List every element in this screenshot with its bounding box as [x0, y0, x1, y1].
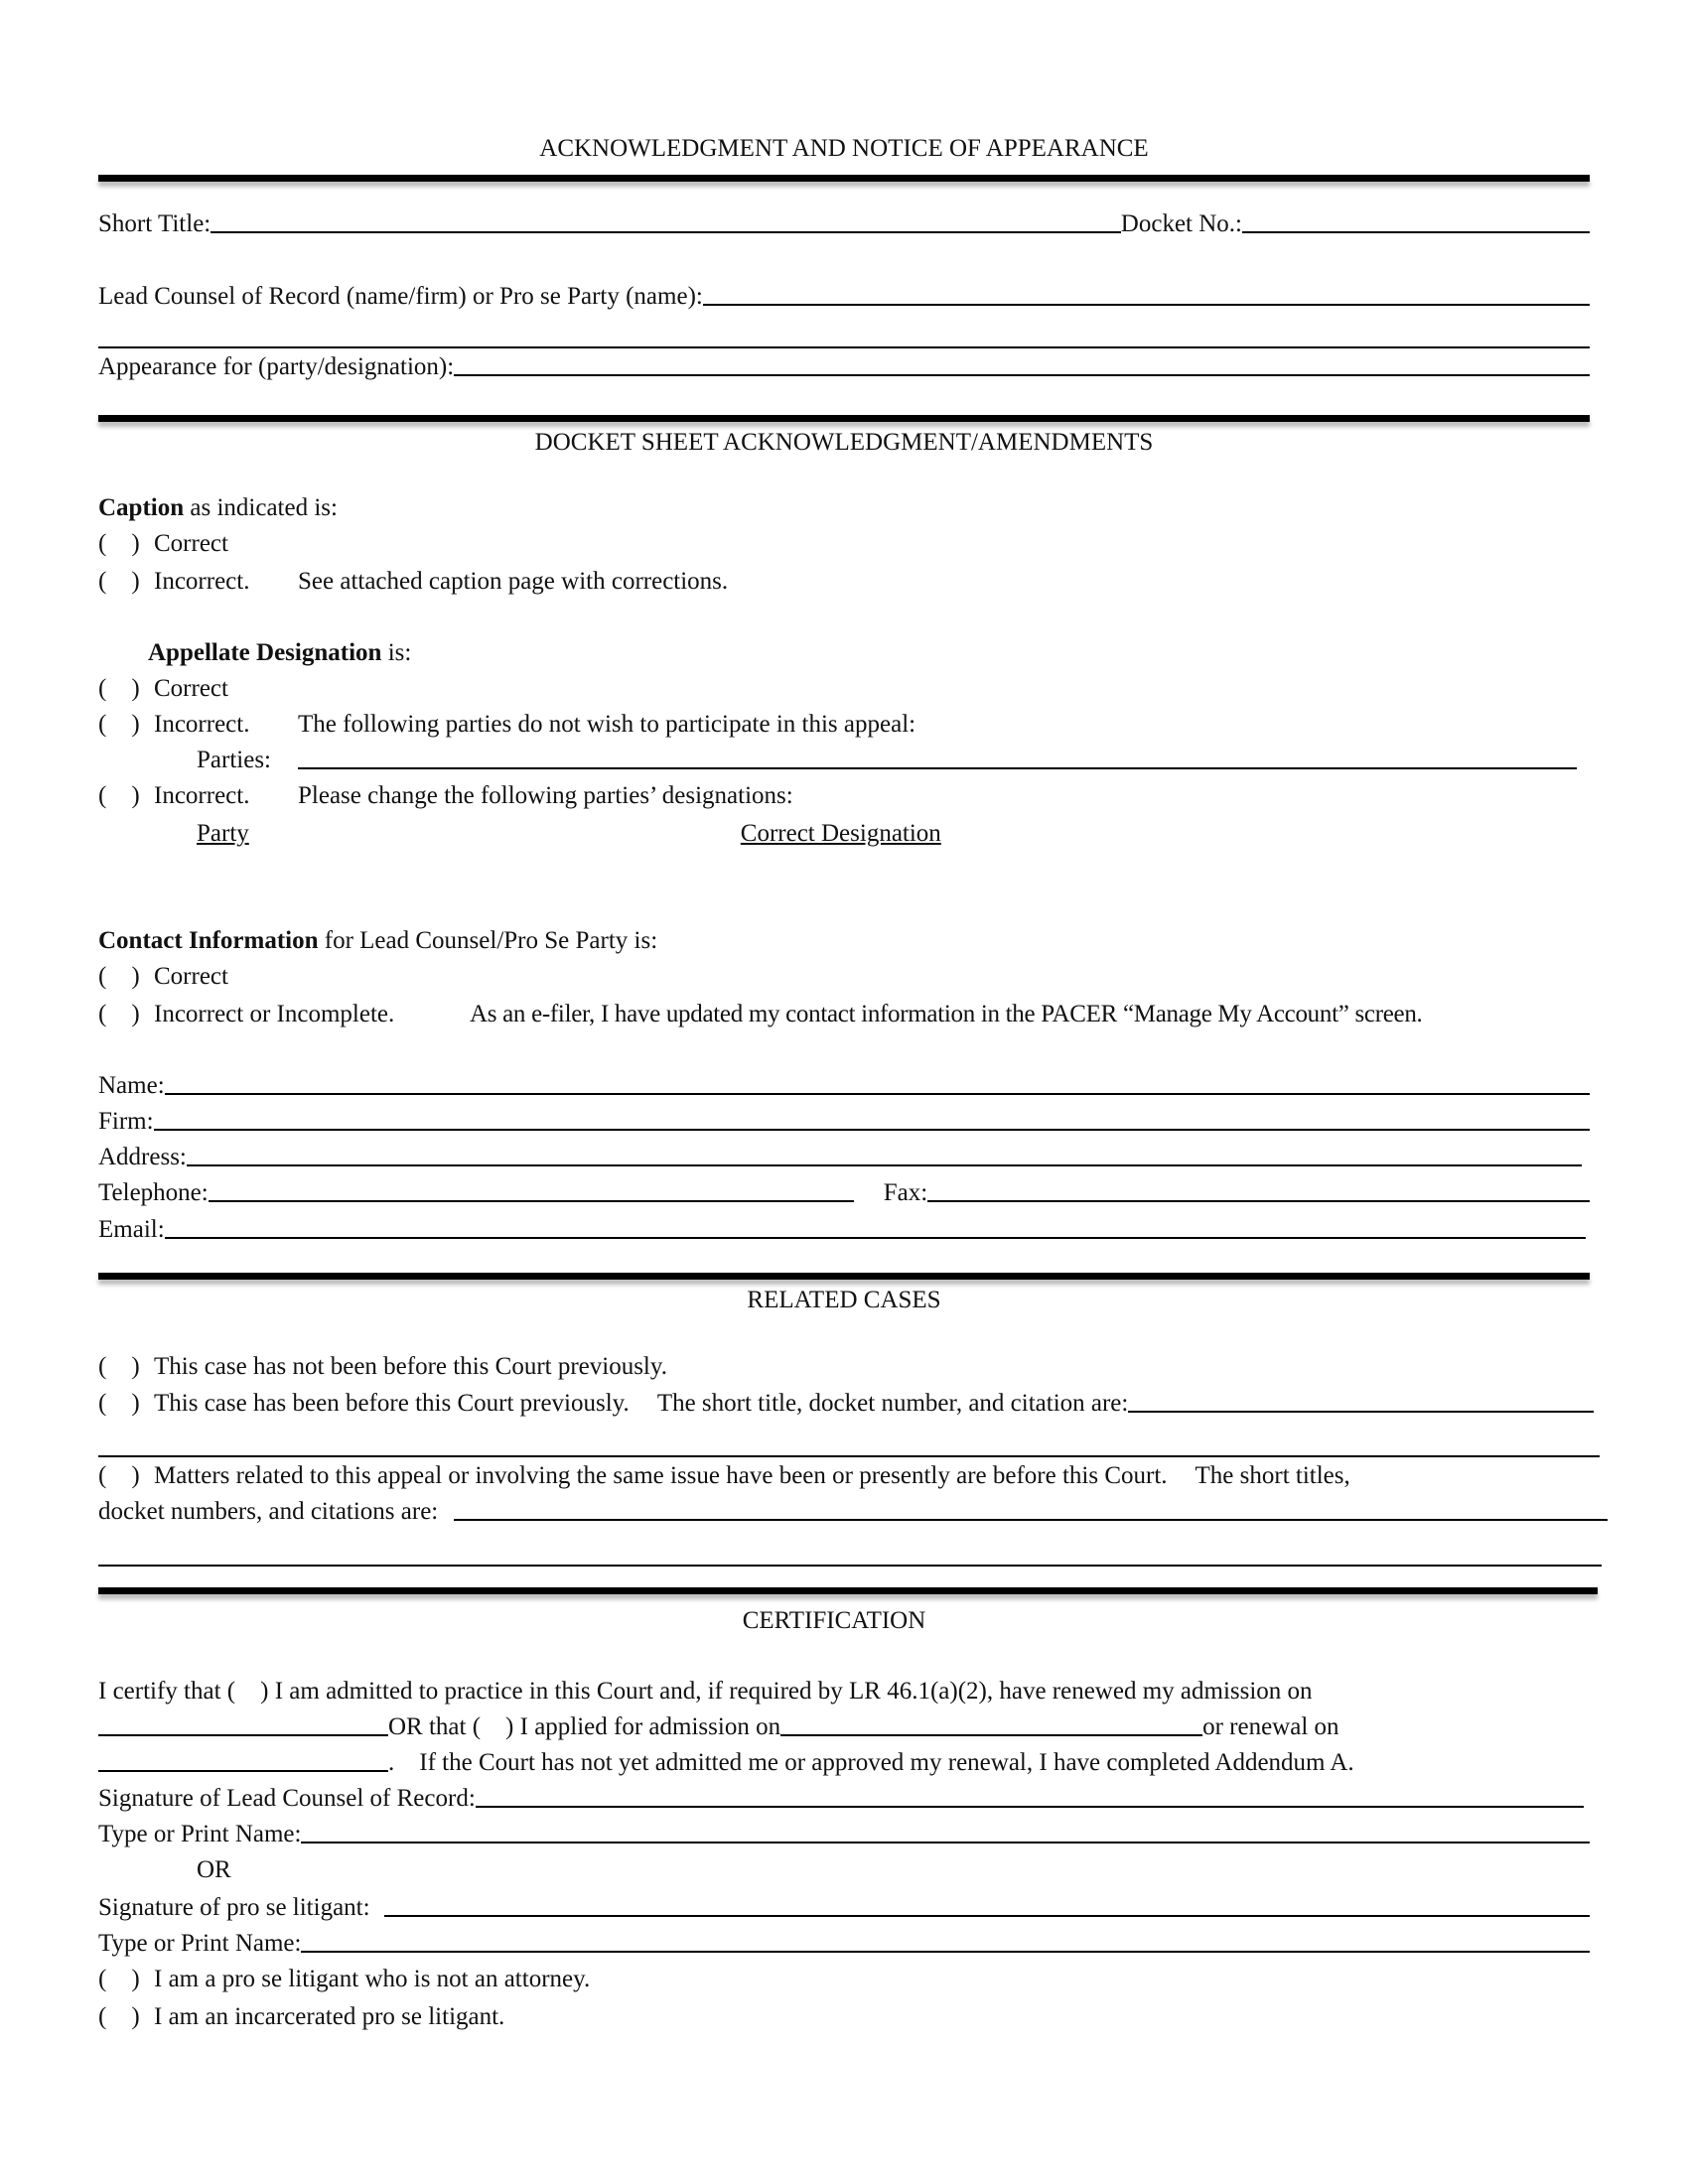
sig-pro-se-row [98, 1890, 1590, 1922]
not-before-option[interactable] [98, 1349, 1590, 1381]
docket-sheet-heading: DOCKET SHEET ACKNOWLEDGMENT/AMENDMENTS [534, 429, 1154, 456]
parties-label: Parties: [197, 747, 271, 773]
lead-counsel-label: Lead Counsel of Record (name/firm) or Pro se Party (name): [98, 283, 703, 310]
checkbox[interactable]: ( ) [98, 1390, 140, 1417]
renewed-date-field[interactable] [98, 1734, 388, 1736]
option-label: Correct [154, 530, 228, 557]
lead-counsel-field-line2[interactable] [98, 346, 1590, 348]
appellate-designation-label [148, 635, 1639, 667]
checkbox[interactable]: ( ) [98, 1001, 140, 1027]
citations-field[interactable] [454, 1519, 1608, 1521]
short-title-row [98, 206, 1590, 238]
lead-counsel-row [98, 279, 1590, 311]
option-label: Correct [154, 675, 228, 702]
caption-rest: as indicated is: [184, 494, 338, 521]
not-attorney-option[interactable] [98, 1962, 1590, 1993]
contact-correct-option[interactable] [98, 959, 1590, 991]
contact-info-label [98, 923, 1590, 955]
certify-line2 [98, 1709, 1590, 1741]
telephone-label: Telephone: [98, 1179, 209, 1206]
checkbox[interactable]: ( ) [98, 568, 140, 595]
contact-bold: Contact Information [98, 927, 319, 954]
checkbox[interactable]: ( ) [98, 782, 140, 809]
citations-field-line2[interactable] [98, 1565, 1602, 1567]
email-field[interactable] [165, 1237, 1586, 1239]
email-label: Email: [98, 1216, 165, 1243]
appellate-incorrect-option[interactable] [98, 707, 1590, 739]
address-field[interactable] [187, 1164, 1582, 1166]
parties-row [197, 743, 1577, 774]
been-before-field[interactable] [1128, 1411, 1594, 1413]
appearance-for-row [98, 349, 1590, 381]
option-label: Incorrect or Incomplete. [154, 1001, 395, 1027]
docket-no-field[interactable] [1242, 231, 1590, 233]
fax-label: Fax: [883, 1179, 928, 1206]
correct-designation-column-header: Correct Designation [740, 820, 941, 847]
checkbox[interactable]: ( ) [98, 1966, 140, 1992]
certify-line1 [98, 1674, 1647, 1706]
checkbox[interactable]: ( ) [98, 675, 140, 702]
designation-columns [197, 816, 1688, 848]
caption-correct-option[interactable] [98, 526, 1590, 558]
party-column-header: Party [197, 820, 249, 847]
option-note: The short titles, [1195, 1462, 1350, 1489]
certify-text: I certify that ( ) I am admitted to practice in this Court and, if required by LR 46.1(a)(2), have renewed my admission on [98, 1678, 1313, 1705]
option-label: I am an incarcerated pro se litigant. [154, 2003, 505, 2030]
print-name-label: Type or Print Name: [98, 1821, 302, 1847]
section-divider [98, 1273, 1590, 1280]
matters-citations-row [98, 1494, 1608, 1526]
or-renewal-text: or renewal on [1202, 1713, 1339, 1740]
appearance-for-field[interactable] [454, 374, 1590, 376]
option-label: Incorrect. [154, 711, 250, 738]
related-cases-heading: RELATED CASES [747, 1287, 941, 1313]
appellate-bold: Appellate Designation [148, 639, 382, 666]
firm-row [98, 1104, 1590, 1136]
caption-incorrect-option[interactable] [98, 564, 1590, 596]
applied-date-field[interactable] [780, 1734, 1202, 1736]
print-name-field[interactable] [301, 1951, 1590, 1953]
section-divider [98, 415, 1590, 422]
contact-incorrect-option[interactable] [98, 997, 1647, 1028]
been-before-option[interactable] [98, 1386, 1594, 1418]
sig-lead-field[interactable] [476, 1806, 1584, 1808]
lead-counsel-field[interactable] [703, 304, 1590, 306]
print-name-row-2 [98, 1926, 1590, 1958]
docket-no-label: Docket No.: [1120, 210, 1242, 237]
address-label: Address: [98, 1144, 187, 1170]
citations-label: docket numbers, and citations are: [98, 1498, 439, 1525]
option-label: Incorrect. [154, 782, 250, 809]
print-name-field[interactable] [301, 1842, 1590, 1843]
option-label: This case has not been before this Court previously. [154, 1353, 668, 1380]
option-label: I am a pro se litigant who is not an attorney. [154, 1966, 591, 1992]
checkbox[interactable]: ( ) [98, 1353, 140, 1380]
sig-lead-row [98, 1781, 1584, 1813]
option-label: This case has been before this Court previously. [154, 1390, 630, 1417]
checkbox[interactable]: ( ) [98, 963, 140, 990]
checkbox[interactable]: ( ) [98, 1462, 140, 1489]
matters-related-option[interactable] [98, 1458, 1647, 1490]
caption-bold: Caption [98, 494, 185, 521]
form-title: ACKNOWLEDGMENT AND NOTICE OF APPEARANCE [539, 135, 1149, 162]
section-divider [98, 1587, 1598, 1594]
option-note: Please change the following parties’ designations: [298, 782, 793, 809]
option-label: Matters related to this appeal or involving the same issue have been or presently are before this Court. [154, 1462, 1168, 1489]
or-that-text: OR that ( ) I applied for admission on [388, 1713, 781, 1740]
address-row [98, 1140, 1582, 1171]
checkbox[interactable]: ( ) [98, 2003, 140, 2030]
certify-line3 [98, 1745, 1647, 1777]
been-before-field-line2[interactable] [98, 1455, 1600, 1457]
sig-pro-se-field[interactable] [384, 1915, 1590, 1917]
incarcerated-option[interactable] [98, 1999, 1590, 2031]
name-label: Name: [98, 1072, 165, 1099]
option-label: Correct [154, 963, 228, 990]
sig-lead-label: Signature of Lead Counsel of Record: [98, 1785, 476, 1812]
or-label: OR [197, 1856, 231, 1883]
appearance-for-label: Appearance for (party/designation): [98, 353, 455, 380]
certification-heading: CERTIFICATION [742, 1607, 926, 1634]
option-note: The following parties do not wish to participate in this appeal: [298, 711, 916, 738]
firm-field[interactable] [154, 1129, 1590, 1131]
renewal-date-field[interactable] [98, 1770, 388, 1772]
section-divider [98, 175, 1590, 182]
parties-field[interactable] [298, 767, 1577, 769]
checkbox[interactable]: ( ) [98, 711, 140, 738]
designation-incorrect-option[interactable] [98, 778, 1590, 810]
short-title-field[interactable] [211, 231, 1121, 233]
name-row [98, 1068, 1590, 1100]
option-note: As an e-filer, I have updated my contact information in the PACER “Manage My Account” screen. [470, 1001, 1423, 1027]
print-name-row [98, 1817, 1590, 1848]
appellate-correct-option[interactable] [98, 671, 1590, 703]
option-label: Incorrect. [154, 568, 250, 595]
telephone-fax-row [98, 1175, 1590, 1207]
checkbox[interactable]: ( ) [98, 530, 140, 557]
contact-rest: for Lead Counsel/Pro Se Party is: [318, 927, 658, 954]
or-label-row [197, 1852, 1688, 1884]
email-row [98, 1212, 1586, 1244]
telephone-field[interactable] [209, 1200, 854, 1202]
name-field[interactable] [165, 1093, 1590, 1095]
sig-pro-se-label: Signature of pro se litigant: [98, 1894, 370, 1921]
fax-field[interactable] [927, 1200, 1590, 1202]
appellate-rest: is: [381, 639, 412, 666]
option-note: The short title, docket number, and citation are: [656, 1390, 1129, 1417]
caption-label [98, 490, 1590, 522]
short-title-label: Short Title: [98, 210, 211, 237]
addendum-text: . If the Court has not yet admitted me or approved my renewal, I have completed Addendum A. [388, 1749, 1354, 1776]
print-name-label: Type or Print Name: [98, 1930, 302, 1957]
option-note: See attached caption page with corrections. [298, 568, 729, 595]
firm-label: Firm: [98, 1108, 154, 1135]
